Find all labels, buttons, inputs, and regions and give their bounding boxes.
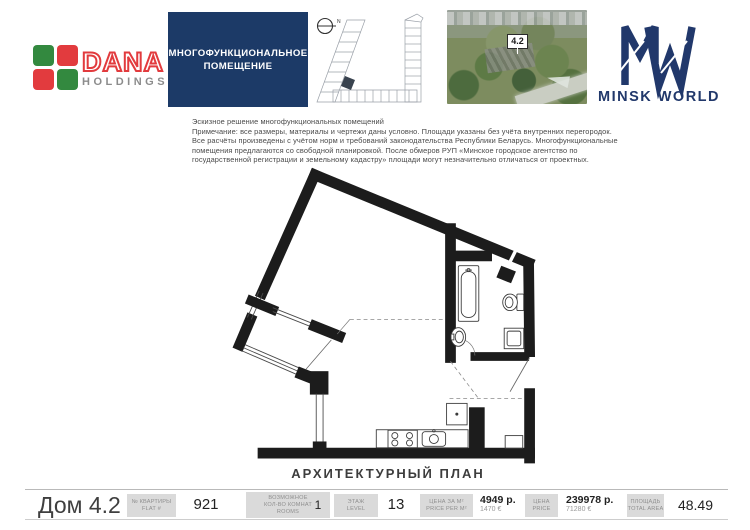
area-label xyxy=(627,494,664,517)
disclaimer-text xyxy=(192,117,740,165)
rooms-value: 1 xyxy=(314,498,322,512)
aerial-buildings xyxy=(447,12,587,25)
left-vertical-window xyxy=(316,394,323,448)
square-red-icon xyxy=(57,45,78,66)
window-sill-block xyxy=(313,441,327,449)
building-overview-svg xyxy=(309,12,439,108)
premise-type-line2: ПОМЕЩЕНИЕ xyxy=(203,60,273,72)
dana-squares-icon xyxy=(33,45,78,91)
disclaimer-line: государственной регистрации и земельному кадастру» площади могут незначительно отличаться от проектных. xyxy=(192,155,589,164)
price-label-ru: ЦЕНА xyxy=(533,498,550,505)
area-label-en: TOTAL AREA xyxy=(627,505,664,512)
kitchen xyxy=(376,403,522,448)
premise-type-line1: МНОГОФУНКЦИОНАЛЬНОЕ xyxy=(168,47,308,59)
dana-brand-name: DANA xyxy=(82,46,164,77)
disclaimer-line: Эскизное решение многофункциональных помещений xyxy=(192,117,384,126)
level-value: 13 xyxy=(387,496,405,513)
plan-caption: АРХИТЕКТУРНЫЙ ПЛАН xyxy=(291,466,485,481)
price-per-m2-eur: 1470 € xyxy=(480,506,502,513)
floor-plan xyxy=(222,166,554,465)
price-per-m2-byn: 4949 р. xyxy=(480,494,516,506)
minsk-world-wordmark: MINSK WORLD xyxy=(598,89,721,105)
price-value-block xyxy=(563,494,627,514)
disclaimer-line: помещения предлагаются со свободной планировкой. После обмеров РУП «Минское городское агентство по xyxy=(192,145,578,155)
price-per-m2-label-en: PRICE PER М² xyxy=(426,505,467,512)
entrance-door-leaf xyxy=(510,357,530,391)
dana-logo-text xyxy=(82,46,169,88)
spec-bar-top-rule xyxy=(25,489,728,490)
square-green-icon xyxy=(57,69,78,90)
loggia-bay xyxy=(242,301,350,395)
bathtub xyxy=(458,266,479,322)
toilet xyxy=(503,294,524,311)
spec-bar-bottom-rule xyxy=(25,519,728,520)
mw-monogram-icon xyxy=(598,13,728,105)
washing-machine xyxy=(504,328,524,349)
square-green-icon xyxy=(33,45,54,66)
premise-type-box xyxy=(168,12,308,107)
house-marker-badge: 4.2 xyxy=(507,34,528,49)
minsk-world-logo xyxy=(598,13,728,105)
vent-shaft xyxy=(469,407,485,449)
flat-number-value: 921 xyxy=(193,496,219,513)
price-per-m2-label xyxy=(420,494,473,517)
area-label-ru: ПЛОЩАДЬ xyxy=(630,498,661,505)
flat-label-ru: № КВАРТИРЫ xyxy=(131,498,172,505)
rooms-label-l1: ВОЗМОЖНОЕ xyxy=(268,494,308,501)
rooms-label-l2: КОЛ-ВО КОМНАТ xyxy=(263,501,313,508)
price-per-m2-label-ru: ЦЕНА ЗА М² xyxy=(429,498,464,505)
price-label-en: PRICE xyxy=(532,505,551,512)
price-label xyxy=(525,494,558,517)
rooms-label-l3: ROOMS xyxy=(276,508,300,515)
compass-icon xyxy=(317,19,341,34)
building-floor-overview xyxy=(309,12,439,108)
level-label-ru: ЭТАЖ xyxy=(347,498,365,505)
level-label-en: LEVEL xyxy=(346,505,366,512)
unit-location-marker xyxy=(341,76,355,90)
dana-holdings-label: HOLDINGS xyxy=(82,75,169,88)
outer-walls xyxy=(240,175,530,458)
level-label xyxy=(334,494,378,517)
floor-plan-svg xyxy=(222,166,554,465)
square-red-icon xyxy=(33,69,54,90)
disclaimer-line: Все расчёты произведены с учётом норм и требований законодательства Республики Беларусь. Многофункциональные xyxy=(192,136,618,145)
price-eur: 71280 € xyxy=(566,506,592,513)
disclaimer-line: Примечание: все размеры, материалы и чертежи даны условно. Площади указаны без учёта внутренних перегородок. xyxy=(192,126,612,136)
dana-holdings-logo xyxy=(33,40,169,96)
north-label: N xyxy=(337,19,341,25)
corner-block xyxy=(496,266,516,284)
flat-label-en: FLAT # xyxy=(141,505,162,512)
price-byn: 239978 р. xyxy=(566,494,614,506)
area-value: 48.49 xyxy=(677,497,714,513)
house-title: Дом 4.2 xyxy=(38,492,121,518)
flat-number-label xyxy=(127,494,176,517)
bathroom-sink xyxy=(451,328,466,347)
price-per-m2-value-block xyxy=(477,494,529,514)
aerial-photo xyxy=(447,10,587,104)
